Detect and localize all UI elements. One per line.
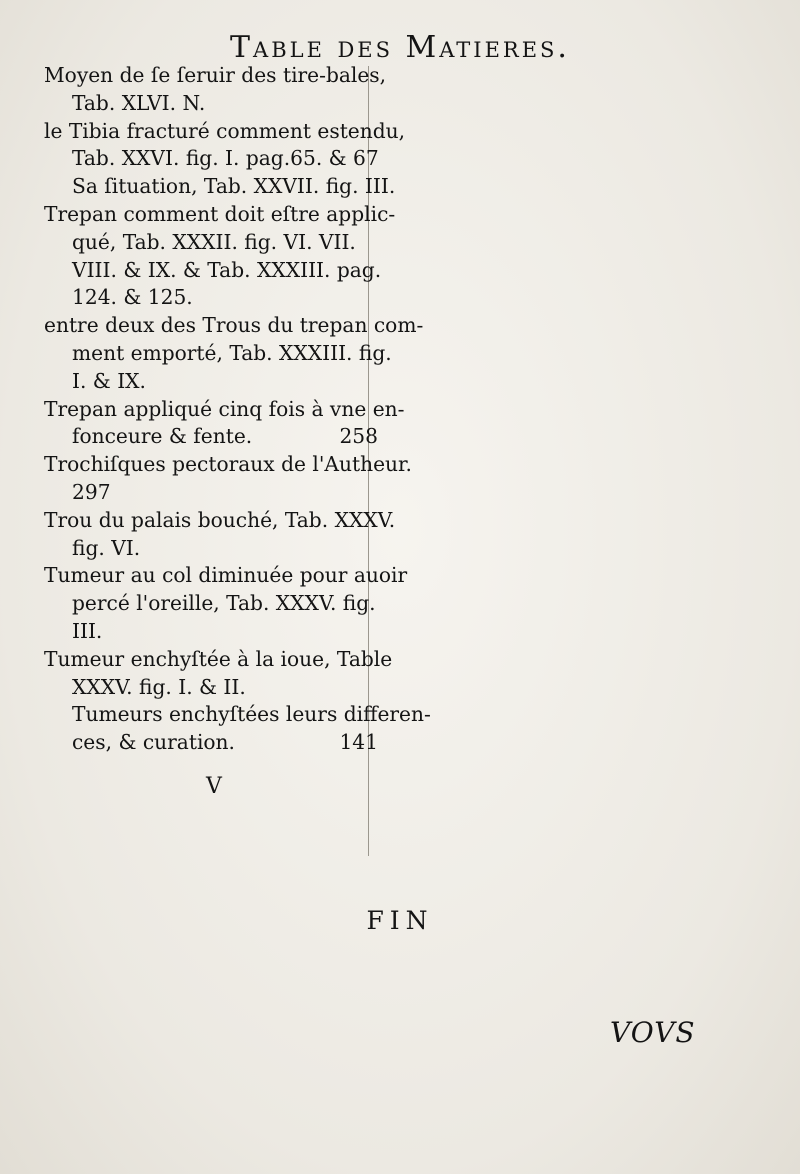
- entry-line: Sa ſituation, Tab. XXVII. fig. III.: [72, 174, 396, 199]
- entry-line: Tumeurs enchyſtées leurs differen-: [72, 702, 431, 727]
- entry-line: Tumeur au col diminuée pour auoir: [44, 563, 408, 588]
- entry-line: percé l'oreille, Tab. XXXV. fig.: [72, 591, 376, 616]
- index-entry: [44, 312, 424, 395]
- index-entry: [44, 396, 405, 452]
- entry-line: Trepan appliqué cinq fois à vne en-: [44, 396, 405, 421]
- index-entry: [44, 507, 396, 563]
- entry-line: le Tibia fracturé comment estendu,: [44, 118, 406, 143]
- index-entry: [44, 201, 396, 312]
- page-reference: 141: [339, 730, 378, 755]
- entry-line: ces, & curation. 141: [44, 729, 384, 757]
- left-column: [44, 62, 431, 809]
- page-title: Table des Matieres.: [230, 30, 570, 65]
- index-entry: [44, 646, 393, 702]
- entry-line: Tumeur enchyſtée à la ioue, Table: [44, 646, 393, 671]
- entry-line: qué, Tab. XXXII. fig. VI. VII.: [72, 229, 356, 254]
- entry-line: Moyen de ſe ſeruir des tire-bales,: [44, 63, 387, 87]
- entry-line: Tab. XLVI. N.: [72, 90, 206, 115]
- entry-line: fonceure & fente. 258: [44, 423, 384, 451]
- page-reference: 258: [339, 424, 378, 449]
- section-letter: V: [206, 773, 222, 799]
- entry-line: ment emporté, Tab. XXXIII. fig.: [72, 340, 392, 365]
- entry-line: Trou du palais bouché, Tab. XXXV.: [44, 507, 396, 532]
- entry-line: Tab. XXVI. fig. I. pag.65. & 67: [72, 146, 379, 171]
- index-entry: [44, 62, 387, 118]
- entry-line: 124. & 125.: [72, 285, 193, 310]
- index-entry: [44, 451, 412, 507]
- index-entry: [44, 562, 408, 645]
- entry-line: XXXV. fig. I. & II.: [72, 674, 246, 699]
- index-entry: [44, 118, 406, 174]
- entry-line: Trepan comment doit eſtre applic-: [44, 201, 396, 226]
- catchword: VOVS: [610, 1016, 696, 1049]
- index-entry: [44, 701, 431, 757]
- index-entry: [44, 173, 396, 201]
- entry-line: entre deux des Trous du trepan com-: [44, 313, 424, 338]
- entry-line: Trochiſques pectoraux de l'Autheur.: [44, 452, 412, 477]
- entry-line: VIII. & IX. & Tab. XXXIII. pag.: [72, 257, 382, 282]
- entry-line: 297: [72, 479, 111, 504]
- entry-line: I. & IX.: [72, 368, 146, 393]
- fin-mark: FIN: [366, 906, 434, 935]
- entry-line: III.: [72, 618, 103, 643]
- entry-line: fig. VI.: [72, 535, 141, 560]
